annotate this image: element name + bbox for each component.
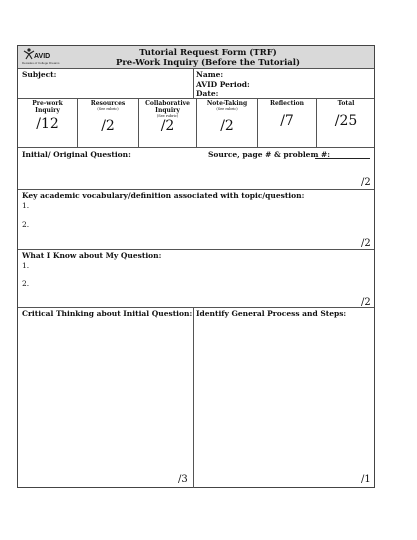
process-points: /1 [361, 474, 371, 485]
know-points: /2 [361, 297, 371, 308]
date-label: Date: [196, 89, 219, 98]
form-title: Tutorial Request Form (TRF) [139, 48, 277, 58]
score-sub: (See rubric) [216, 107, 238, 111]
vocab-label: Key academic vocabulary/definition associated with topic/question: [22, 191, 305, 200]
divider [18, 189, 374, 190]
score-value: /7 [280, 113, 294, 129]
score-label: Total [337, 100, 355, 107]
know-item-1: 1. [22, 261, 30, 270]
score-value: /2 [160, 118, 175, 134]
logo-text: AVID [34, 53, 51, 60]
avid-period-label: AVID Period: [196, 80, 250, 89]
vocab-points: /2 [361, 238, 371, 249]
question-points: /2 [361, 177, 371, 188]
source-label: Source, page # & problem #: [208, 150, 331, 159]
tutorial-request-form [17, 45, 375, 488]
score-sub: (See rubric) [97, 107, 119, 111]
initial-question-label: Initial/ Original Question: [22, 150, 131, 159]
divider [18, 147, 374, 148]
score-value: /25 [334, 113, 358, 129]
score-label: Pre-work [32, 100, 63, 107]
score-label: Resources [90, 100, 126, 107]
divider [193, 307, 194, 488]
critical-thinking-label: Critical Thinking about Initial Question: [22, 309, 193, 318]
score-label: Reflection [269, 100, 305, 107]
divider [18, 249, 374, 250]
name-label: Name: [196, 70, 224, 79]
score-resources [78, 98, 138, 147]
score-sub: (See rubric) [156, 114, 179, 118]
score-label: Inquiry [35, 107, 60, 114]
score-label: Inquiry [155, 107, 180, 114]
score-label: Note-Taking [206, 100, 248, 107]
logo-subtext: Decades of College Dreams [22, 61, 60, 65]
score-value: /2 [101, 118, 115, 134]
score-reflection [258, 98, 316, 147]
score-note-taking [197, 98, 257, 147]
score-value: /12 [36, 116, 59, 132]
what-i-know-label: What I Know about My Question: [22, 251, 162, 260]
know-item-2: 2. [22, 279, 30, 288]
critical-points: /3 [178, 474, 188, 485]
subject-label: Subject: [22, 70, 57, 79]
score-prework [18, 98, 77, 147]
divider [18, 307, 374, 308]
divider [193, 68, 194, 98]
score-collaborative [139, 98, 196, 147]
avid-logo [22, 48, 60, 66]
source-input-line[interactable] [315, 158, 370, 159]
score-label: Collaborative [145, 100, 190, 107]
form-subtitle: Pre-Work Inquiry (Before the Tutorial) [115, 58, 301, 68]
vocab-item-2: 2. [22, 220, 30, 229]
score-total [317, 98, 375, 147]
vocab-item-1: 1. [22, 201, 30, 210]
score-value: /2 [220, 118, 234, 134]
divider [18, 68, 374, 69]
process-steps-label: Identify General Process and Steps: [196, 309, 347, 318]
